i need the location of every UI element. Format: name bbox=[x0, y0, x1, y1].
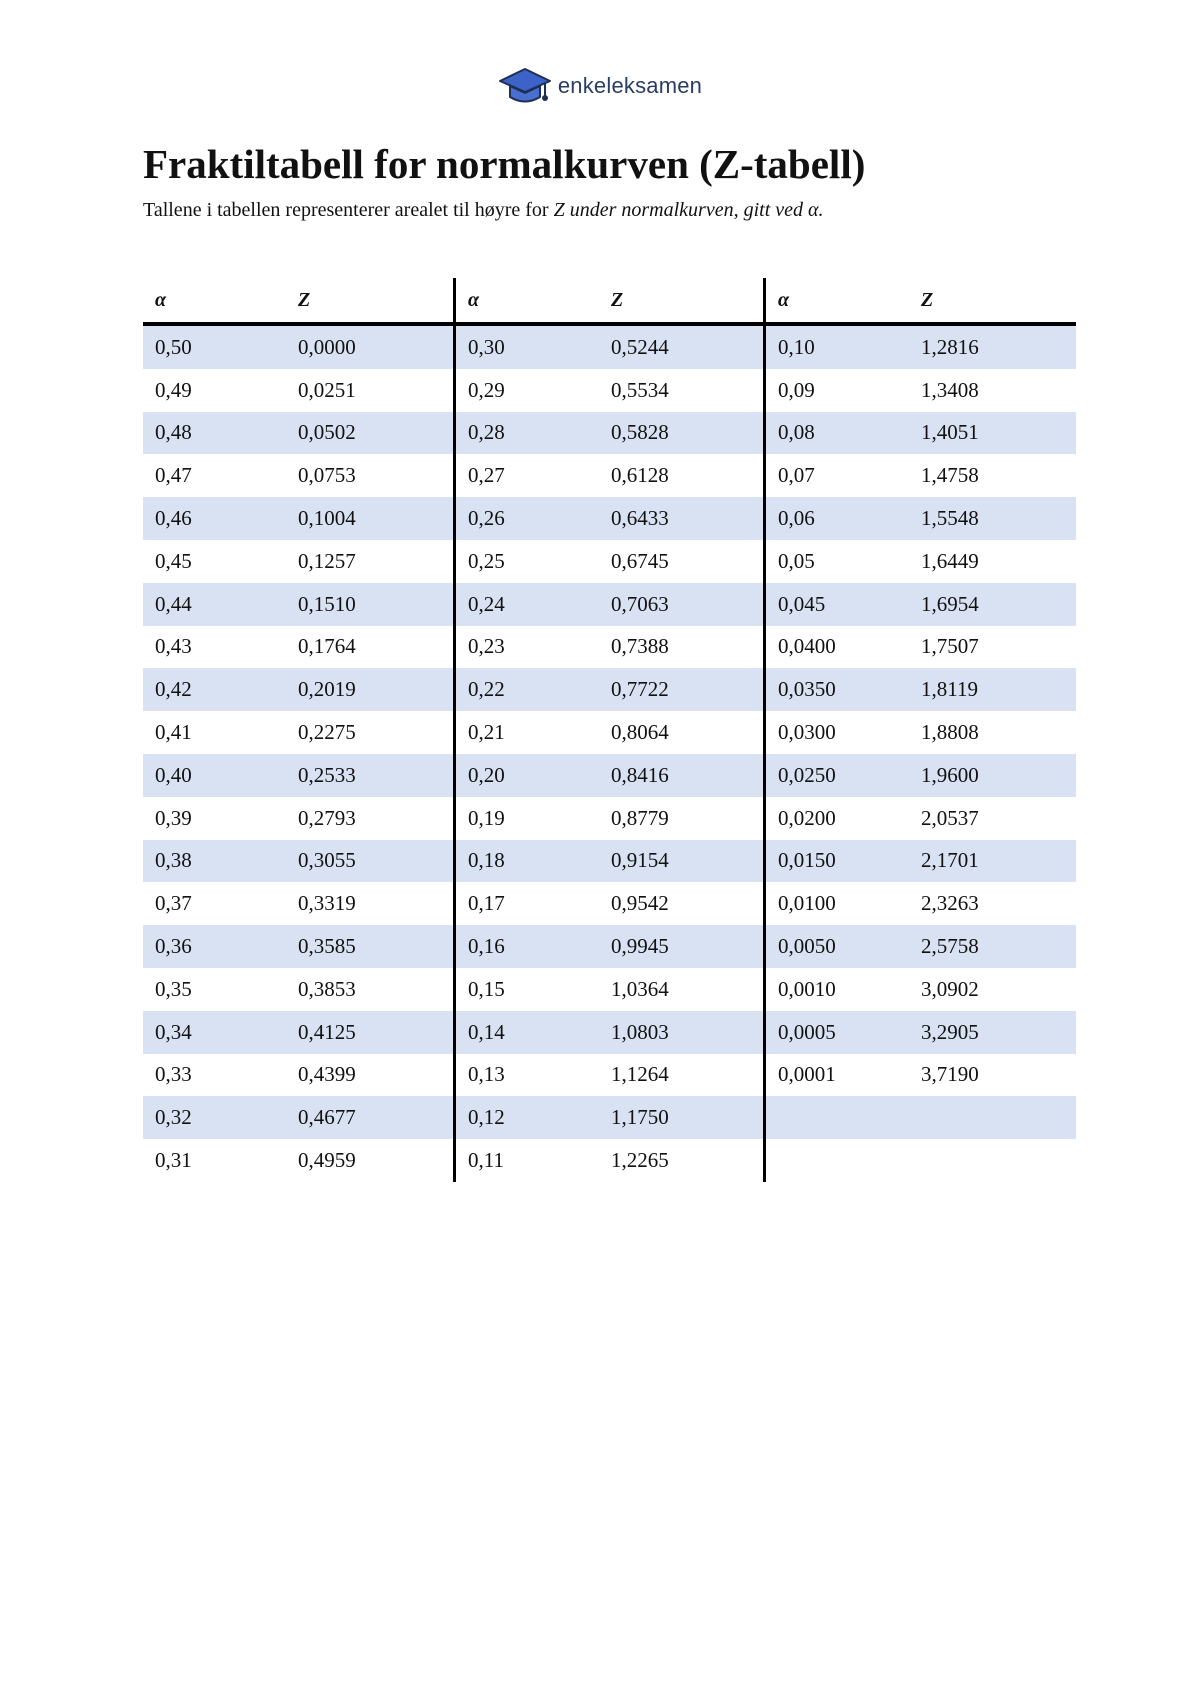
z-cell: 0,2019 bbox=[298, 677, 356, 702]
alpha-cell: 0,0150 bbox=[778, 848, 836, 873]
alpha-cell: 0,07 bbox=[778, 463, 815, 488]
z-cell: 1,8808 bbox=[921, 720, 979, 745]
alpha-cell: 0,38 bbox=[155, 848, 192, 873]
alpha-cell: 0,27 bbox=[468, 463, 505, 488]
alpha-cell: 0,0050 bbox=[778, 934, 836, 959]
header-alpha: α bbox=[468, 288, 480, 311]
table-row bbox=[456, 1054, 766, 1097]
z-table bbox=[143, 278, 1073, 1182]
z-cell: 0,0000 bbox=[298, 334, 356, 359]
table-row bbox=[143, 412, 453, 455]
z-cell: 1,1264 bbox=[611, 1062, 669, 1087]
alpha-cell: 0,34 bbox=[155, 1019, 192, 1044]
z-cell: 0,5244 bbox=[611, 334, 669, 359]
table-row bbox=[766, 968, 1076, 1011]
alpha-cell: 0,14 bbox=[468, 1019, 505, 1044]
z-cell: 3,0902 bbox=[921, 976, 979, 1001]
header-z: Z bbox=[298, 288, 311, 311]
z-cell: 1,7507 bbox=[921, 634, 979, 659]
z-cell: 3,7190 bbox=[921, 1062, 979, 1087]
z-cell: 0,1257 bbox=[298, 548, 356, 573]
table-row bbox=[766, 497, 1076, 540]
table-row bbox=[143, 668, 453, 711]
alpha-cell: 0,16 bbox=[468, 934, 505, 959]
alpha-cell: 0,045 bbox=[778, 591, 826, 616]
alpha-cell: 0,35 bbox=[155, 976, 192, 1001]
alpha-cell: 0,15 bbox=[468, 976, 505, 1001]
alpha-cell: 0,44 bbox=[155, 591, 192, 616]
table-row bbox=[456, 326, 766, 369]
alpha-cell: 0,10 bbox=[778, 334, 815, 359]
alpha-cell: 0,29 bbox=[468, 377, 505, 402]
alpha-cell: 0,09 bbox=[778, 377, 815, 402]
alpha-cell: 0,30 bbox=[468, 334, 505, 359]
z-cell: 0,4959 bbox=[298, 1148, 356, 1173]
table-row bbox=[143, 925, 453, 968]
table-row bbox=[143, 540, 453, 583]
table-row bbox=[456, 668, 766, 711]
z-cell: 0,1004 bbox=[298, 506, 356, 531]
alpha-cell: 0,0010 bbox=[778, 976, 836, 1001]
table-row bbox=[766, 454, 1076, 497]
alpha-cell: 0,0005 bbox=[778, 1019, 836, 1044]
page-title: Fraktiltabell for normalkurven (Z-tabell) bbox=[143, 141, 866, 187]
table-row bbox=[766, 668, 1076, 711]
alpha-cell: 0,45 bbox=[155, 548, 192, 573]
table-row bbox=[456, 626, 766, 669]
z-cell: 2,0537 bbox=[921, 805, 979, 830]
z-cell: 0,6433 bbox=[611, 506, 669, 531]
table-row bbox=[456, 754, 766, 797]
alpha-cell: 0,22 bbox=[468, 677, 505, 702]
table-row bbox=[143, 454, 453, 497]
alpha-cell: 0,06 bbox=[778, 506, 815, 531]
header-alpha: α bbox=[155, 288, 167, 311]
table-row bbox=[456, 540, 766, 583]
table-row bbox=[143, 369, 453, 412]
table-row bbox=[143, 1139, 453, 1182]
alpha-cell: 0,49 bbox=[155, 377, 192, 402]
table-row bbox=[766, 711, 1076, 754]
z-cell: 0,0251 bbox=[298, 377, 356, 402]
table-row bbox=[456, 454, 766, 497]
table-row bbox=[143, 797, 453, 840]
header-z: Z bbox=[611, 288, 624, 311]
z-cell: 0,4399 bbox=[298, 1062, 356, 1087]
z-cell: 0,2533 bbox=[298, 762, 356, 787]
z-cell: 0,9154 bbox=[611, 848, 669, 873]
z-cell: 1,4758 bbox=[921, 463, 979, 488]
alpha-cell: 0,39 bbox=[155, 805, 192, 830]
z-cell: 2,1701 bbox=[921, 848, 979, 873]
table-row bbox=[456, 882, 766, 925]
z-cell: 1,9600 bbox=[921, 762, 979, 787]
z-cell: 0,2275 bbox=[298, 720, 356, 745]
z-cell: 0,7722 bbox=[611, 677, 669, 702]
z-cell: 0,7063 bbox=[611, 591, 669, 616]
table-row bbox=[456, 583, 766, 626]
alpha-cell: 0,0100 bbox=[778, 891, 836, 916]
z-cell: 0,0502 bbox=[298, 420, 356, 445]
table-row bbox=[766, 1054, 1076, 1097]
table-row bbox=[143, 968, 453, 1011]
z-cell: 0,3853 bbox=[298, 976, 356, 1001]
alpha-cell: 0,0300 bbox=[778, 720, 836, 745]
table-row bbox=[143, 626, 453, 669]
z-cell: 0,1764 bbox=[298, 634, 356, 659]
z-cell: 2,3263 bbox=[921, 891, 979, 916]
alpha-cell: 0,18 bbox=[468, 848, 505, 873]
z-cell: 0,3319 bbox=[298, 891, 356, 916]
header-z: Z bbox=[921, 288, 934, 311]
table-row bbox=[143, 1011, 453, 1054]
table-column-group bbox=[763, 278, 1076, 1182]
alpha-cell: 0,33 bbox=[155, 1062, 192, 1087]
table-row bbox=[456, 1011, 766, 1054]
alpha-cell: 0,23 bbox=[468, 634, 505, 659]
z-cell: 0,9945 bbox=[611, 934, 669, 959]
table-row bbox=[766, 797, 1076, 840]
table-row bbox=[766, 540, 1076, 583]
z-cell: 1,0803 bbox=[611, 1019, 669, 1044]
table-row bbox=[456, 968, 766, 1011]
z-cell: 0,8416 bbox=[611, 762, 669, 787]
table-row bbox=[766, 754, 1076, 797]
alpha-cell: 0,25 bbox=[468, 548, 505, 573]
alpha-cell: 0,05 bbox=[778, 548, 815, 573]
table-row bbox=[766, 925, 1076, 968]
table-row bbox=[143, 882, 453, 925]
alpha-cell: 0,36 bbox=[155, 934, 192, 959]
table-row bbox=[766, 882, 1076, 925]
alpha-cell: 0,42 bbox=[155, 677, 192, 702]
table-row bbox=[456, 925, 766, 968]
z-cell: 1,3408 bbox=[921, 377, 979, 402]
alpha-cell: 0,0001 bbox=[778, 1062, 836, 1087]
alpha-cell: 0,13 bbox=[468, 1062, 505, 1087]
alpha-cell: 0,40 bbox=[155, 762, 192, 787]
z-cell: 0,3055 bbox=[298, 848, 356, 873]
z-cell: 0,0753 bbox=[298, 463, 356, 488]
alpha-cell: 0,20 bbox=[468, 762, 505, 787]
z-cell: 1,4051 bbox=[921, 420, 979, 445]
alpha-cell: 0,21 bbox=[468, 720, 505, 745]
alpha-cell: 0,47 bbox=[155, 463, 192, 488]
brand-name: enkeleksamen bbox=[557, 73, 703, 98]
alpha-cell: 0,17 bbox=[468, 891, 505, 916]
z-cell: 1,6449 bbox=[921, 548, 979, 573]
table-header bbox=[766, 278, 1076, 326]
alpha-cell: 0,11 bbox=[468, 1148, 504, 1173]
page-subtitle bbox=[143, 198, 824, 222]
alpha-cell: 0,43 bbox=[155, 634, 192, 659]
z-cell: 1,0364 bbox=[611, 976, 669, 1001]
z-cell: 1,5548 bbox=[921, 506, 979, 531]
z-cell: 0,6128 bbox=[611, 463, 669, 488]
z-cell: 1,2265 bbox=[611, 1148, 669, 1173]
alpha-cell: 0,31 bbox=[155, 1148, 192, 1173]
subtitle-text: Tallene i tabellen representerer arealet til høyre for bbox=[143, 199, 554, 221]
z-cell: 0,8064 bbox=[611, 720, 669, 745]
alpha-cell: 0,48 bbox=[155, 420, 192, 445]
z-cell: 0,5828 bbox=[611, 420, 669, 445]
table-row bbox=[143, 754, 453, 797]
alpha-cell: 0,24 bbox=[468, 591, 505, 616]
alpha-cell: 0,41 bbox=[155, 720, 192, 745]
z-cell: 0,4125 bbox=[298, 1019, 356, 1044]
z-cell: 0,8779 bbox=[611, 805, 669, 830]
alpha-cell: 0,26 bbox=[468, 506, 505, 531]
table-row bbox=[766, 1096, 1076, 1139]
alpha-cell: 0,0250 bbox=[778, 762, 836, 787]
z-cell: 0,4677 bbox=[298, 1105, 356, 1130]
alpha-cell: 0,28 bbox=[468, 420, 505, 445]
table-row bbox=[143, 583, 453, 626]
table-row bbox=[143, 1054, 453, 1097]
subtitle-italic-text: Z under normalkurven, gitt ved α. bbox=[553, 199, 824, 221]
table-row bbox=[766, 412, 1076, 455]
table-row bbox=[143, 711, 453, 754]
table-row bbox=[456, 797, 766, 840]
table-row bbox=[456, 369, 766, 412]
z-cell: 1,2816 bbox=[921, 334, 979, 359]
table-column-group bbox=[143, 278, 453, 1182]
z-cell: 0,5534 bbox=[611, 377, 669, 402]
table-row bbox=[766, 583, 1076, 626]
z-cell: 1,8119 bbox=[921, 677, 978, 702]
z-cell: 0,9542 bbox=[611, 891, 669, 916]
z-cell: 1,1750 bbox=[611, 1105, 669, 1130]
table-row bbox=[456, 711, 766, 754]
z-cell: 0,2793 bbox=[298, 805, 356, 830]
alpha-cell: 0,32 bbox=[155, 1105, 192, 1130]
table-row bbox=[456, 840, 766, 883]
alpha-cell: 0,0200 bbox=[778, 805, 836, 830]
alpha-cell: 0,50 bbox=[155, 334, 192, 359]
alpha-cell: 0,46 bbox=[155, 506, 192, 531]
table-row bbox=[766, 840, 1076, 883]
table-row bbox=[766, 626, 1076, 669]
table-header bbox=[143, 278, 453, 326]
table-row bbox=[143, 1096, 453, 1139]
table-row bbox=[143, 840, 453, 883]
z-cell: 0,3585 bbox=[298, 934, 356, 959]
table-column-group bbox=[453, 278, 766, 1182]
alpha-cell: 0,19 bbox=[468, 805, 505, 830]
brand-logo bbox=[0, 66, 1200, 106]
table-row bbox=[143, 326, 453, 369]
alpha-cell: 0,0400 bbox=[778, 634, 836, 659]
table-row bbox=[766, 369, 1076, 412]
table-row bbox=[766, 1011, 1076, 1054]
z-cell: 0,6745 bbox=[611, 548, 669, 573]
table-row bbox=[143, 497, 453, 540]
table-row bbox=[766, 326, 1076, 369]
alpha-cell: 0,08 bbox=[778, 420, 815, 445]
header-alpha: α bbox=[778, 288, 790, 311]
z-cell: 0,1510 bbox=[298, 591, 356, 616]
table-row bbox=[456, 412, 766, 455]
table-row bbox=[456, 497, 766, 540]
z-cell: 3,2905 bbox=[921, 1019, 979, 1044]
graduation-cap-icon bbox=[498, 66, 552, 106]
alpha-cell: 0,12 bbox=[468, 1105, 505, 1130]
table-row bbox=[456, 1139, 766, 1182]
z-cell: 1,6954 bbox=[921, 591, 979, 616]
alpha-cell: 0,0350 bbox=[778, 677, 836, 702]
z-cell: 0,7388 bbox=[611, 634, 669, 659]
table-header bbox=[456, 278, 766, 326]
table-row bbox=[766, 1139, 1076, 1182]
alpha-cell: 0,37 bbox=[155, 891, 192, 916]
z-cell: 2,5758 bbox=[921, 934, 979, 959]
table-row bbox=[456, 1096, 766, 1139]
